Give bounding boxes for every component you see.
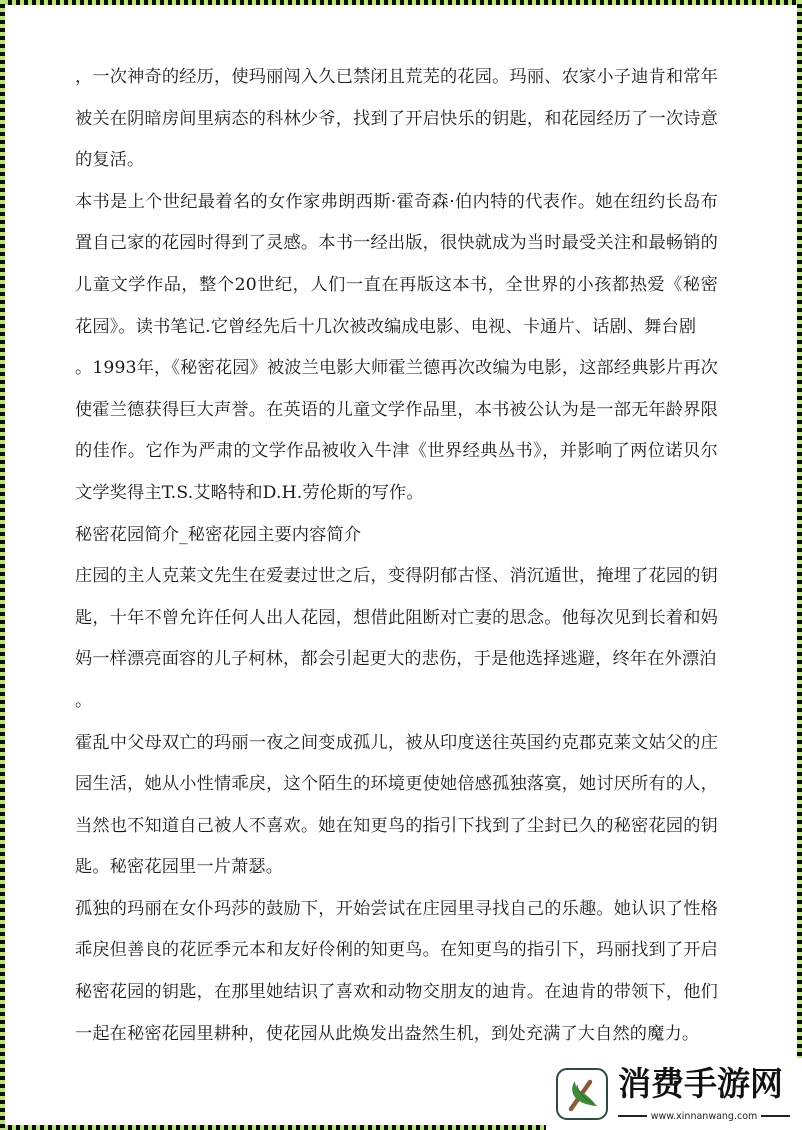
brand-url-row: [618, 1109, 790, 1123]
paragraph-mr-craven: [75, 556, 718, 722]
dashed-border-top: [0, 0, 802, 5]
leaf-stick-logo-icon: [556, 1068, 608, 1120]
brand-url: www.xinnanwang.com: [650, 1110, 758, 1122]
paragraph-mary-garden: 孤独的玛丽在女仆玛莎的鼓励下，开始尝试在庄园里寻找自己的乐趣。她认识了性格乖戾但善良的花匠季元本和友好伶俐的知更鸟。在知更鸟的指引下，玛丽找到了开启秘密花园的钥匙，在那里她结识了喜欢和动物交朋友的迪肯。在迪肯的带领下，他们一起在秘密花园里耕种，使花园从此焕发出盎然生机，到处充满了大自然的魔力。: [75, 898, 718, 1044]
dashed-border-left: [0, 0, 5, 1130]
dashed-border-right: [797, 0, 802, 1130]
paragraph-mr-craven-text: 庄园的主人克莱文先生在爱妻过世之后，变得阴郁古怪、消沉遁世，掩埋了花园的钥匙，十年不曾允许任何人出人花园，想借此阻断对亡妻的思念。他每次见到长着和妈妈一样漂亮面容的儿子柯林，都会引起更大的悲伤，于是他选择逃避，终年在外漂泊 。: [75, 566, 718, 711]
paragraph-mary-orphan: 霍乱中父母双亡的玛丽一夜之间变成孤儿，被从印度送往英国约克郡克莱文姑父的庄园生活，她从小性情乖戾，这个陌生的环境更使她倍感孤独落寞，她讨厌所有的人，当然也不知道自己被人不喜欢。她在知更鸟的指引下找到了尘封已久的秘密花园的钥匙。秘密花园里一片萧瑟。: [75, 732, 718, 878]
url-rule-right: [761, 1115, 790, 1117]
brand-name: 消费手游网: [618, 1064, 783, 1103]
url-rule-left: [618, 1115, 647, 1117]
site-watermark: [546, 1058, 802, 1130]
article-body: [75, 57, 718, 1055]
section-heading: 秘密花园简介_秘密花园主要内容简介: [75, 524, 362, 545]
paragraph-intro-ending: ，一次神奇的经历，使玛丽闯入久已禁闭且荒芜的花园。玛丽、农家小子迪肯和常年被关在阴暗房间里病态的科林少爷，找到了开启快乐的钥匙，和花园经历了一次诗意的复活。: [75, 67, 718, 171]
paragraph-film-adaptation: 。1993年，《秘密花园》被波兰电影大师霍兰德再次改编为电影，这部经典影片再次使霍兰德获得巨大声誉。在英语的儿童文学作品里，本书被公认为是一部无年龄界限的佳作。它作为严肃的文学作品被收入牛津《世界经典丛书》，并影响了两位诺贝尔文学奖得主T.S.艾略特和D.H.劳伦斯的写作。: [75, 358, 718, 503]
paragraph-about-book: 本书是上个世纪最着名的女作家弗朗西斯·霍奇森·伯内特的代表作。她在纽约长岛布置自己家的花园时得到了灵感。本书一经出版，很快就成为当时最受关注和最畅销的儿童文学作品，整个20世纪，人们一直在再版这本书，全世界的小孩都热爱《秘密花园》。读书笔记.它曾经先后十几次被改编成电影、电视、卡通片、话剧、舞台剧: [75, 191, 718, 337]
